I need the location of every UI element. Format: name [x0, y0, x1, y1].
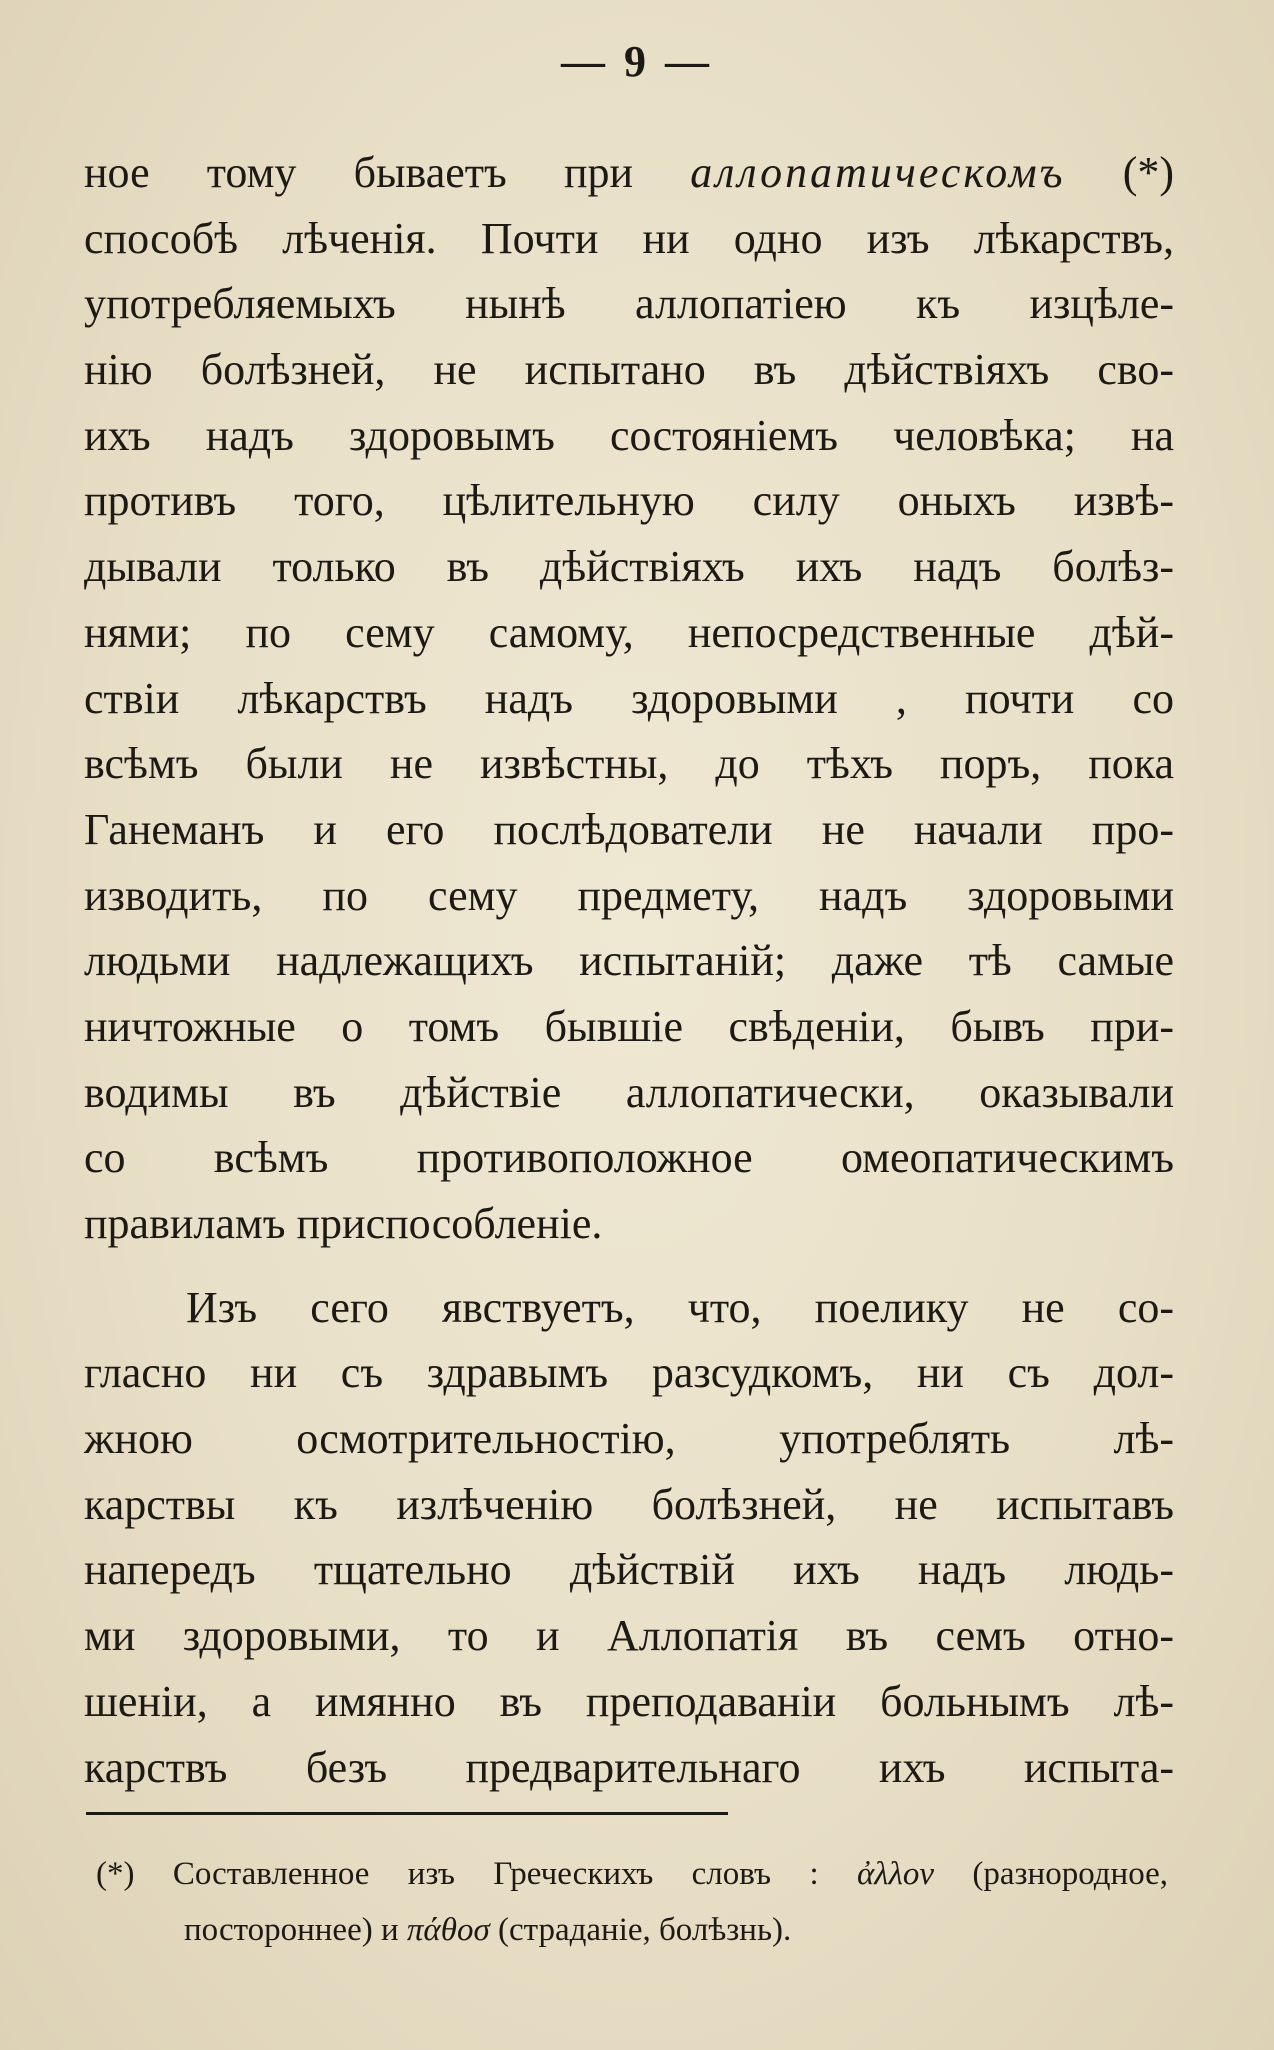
text-line: правиламъ приспособленіе.	[84, 1199, 603, 1248]
main-text	[84, 140, 1174, 1800]
footnote	[96, 1846, 1168, 1958]
text-line: нію болѣзней, не испытано въ дѣйствіяхъ сво-	[84, 345, 1174, 395]
text-line: Ганеманъ и его послѣдователи не начали про-	[84, 804, 1174, 854]
footnote-line: постороннее) и πάθοσ (страданіе, болѣзнь).	[184, 1912, 792, 1948]
page-number: — 9 —	[561, 37, 713, 86]
text-line: водимы въ дѣйствіе аллопатически, оказывали	[84, 1067, 1174, 1117]
text-line: ми здоровыми, то и Аллопатія въ семъ отно-	[84, 1611, 1174, 1661]
text-line: употребляемыхъ нынѣ аллопатіею къ изцѣле-	[84, 279, 1174, 329]
text-line: Изъ сего явствуетъ, что, поелику не со-	[186, 1282, 1174, 1332]
text-line: со всѣмъ противоположное омеопатическимъ	[84, 1133, 1174, 1183]
greek-word: ἀλλον	[856, 1856, 935, 1892]
footnote-divider	[86, 1812, 728, 1815]
greek-word: πάθοσ	[406, 1912, 490, 1948]
text-line: изводить, по сему предмету, надъ здоровыми	[84, 870, 1174, 920]
footnote-marker: (*)	[1065, 148, 1175, 197]
text-line: способѣ лѣченія. Почти ни одно изъ лѣкарствъ,	[84, 213, 1174, 263]
text-line: ничтожные о томъ бывшіе свѣденіи, бывъ при-	[84, 1001, 1174, 1051]
text-line: шеніи, а имянно въ преподаваніи больнымъ лѣ-	[84, 1676, 1174, 1726]
text-line: всѣмъ были не извѣстны, до тѣхъ поръ, пока	[84, 739, 1174, 789]
text-line: дывали только въ дѣйствіяхъ ихъ надъ болѣз-	[84, 542, 1174, 592]
paragraph-2	[84, 1275, 1174, 1801]
text-line: напередъ тщательно дѣйствій ихъ надъ людь-	[84, 1545, 1174, 1595]
text-line: ствіи лѣкарствъ надъ здоровыми , почти со	[84, 673, 1174, 723]
italic-term: аллопатическомъ	[690, 148, 1066, 197]
text-line: карствъ безъ предварительнаго ихъ испыта-	[84, 1742, 1174, 1792]
text-line: ное тому бываетъ при аллопатическомъ (*)	[84, 148, 1175, 197]
text-line: нями; по сему самому, непосредственные дѣй-	[84, 607, 1174, 657]
footnote-line: (*) Составленное изъ Греческихъ словъ : ἀλλον (разнородное,	[96, 1856, 1168, 1892]
paragraph-1	[84, 140, 1174, 1257]
text-line: людьми надлежащихъ испытаній; даже тѣ самые	[84, 936, 1174, 986]
text-line: ихъ надъ здоровымъ состояніемъ человѣка; на	[84, 410, 1174, 460]
text-line: карствы къ излѣченію болѣзней, не испытавъ	[84, 1479, 1174, 1529]
paragraph-gap	[84, 1257, 1174, 1275]
text-line: гласно ни съ здравымъ разсудкомъ, ни съ дол-	[84, 1348, 1174, 1398]
text-line: противъ того, цѣлительную силу оныхъ извѣ-	[84, 476, 1174, 526]
text-line: жною осмотрительностію, употреблять лѣ-	[84, 1414, 1174, 1464]
